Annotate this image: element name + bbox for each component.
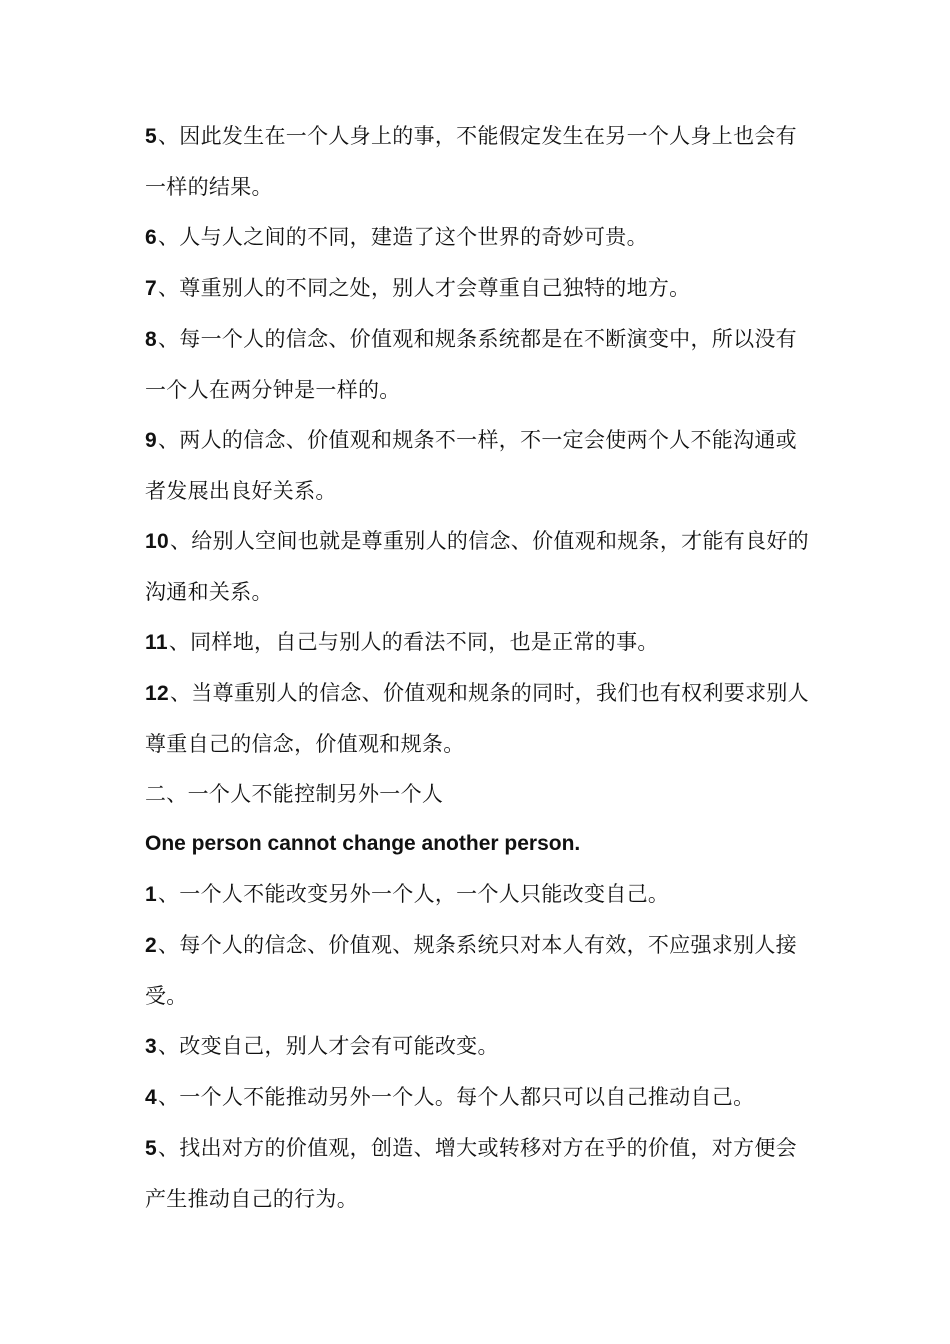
item-text: 、因此发生在一个人身上的事，不能假定发生在另一个人身上也会有一样的结果。 xyxy=(145,124,797,199)
list-item xyxy=(145,212,810,263)
item-text: 、每一个人的信念、价值观和规条系统都是在不断演变中，所以没有一个人在两分钟是一样的。 xyxy=(145,327,797,402)
document-body xyxy=(145,111,810,1224)
item-number: 5 xyxy=(145,125,157,148)
item-text: 、每个人的信念、价值观、规条系统只对本人有效，不应强求别人接受。 xyxy=(145,933,797,1008)
list-item xyxy=(145,1021,810,1072)
item-number: 1 xyxy=(145,883,157,906)
section-heading-en: One person cannot change another person. xyxy=(145,832,581,855)
item-text: 、给别人空间也就是尊重别人的信念、价值观和规条，才能有良好的沟通和关系。 xyxy=(145,529,809,604)
item-number: 9 xyxy=(145,429,157,452)
item-text: 、人与人之间的不同，建造了这个世界的奇妙可贵。 xyxy=(157,225,648,249)
item-number: 6 xyxy=(145,226,157,249)
item-number: 10 xyxy=(145,530,169,553)
list-item xyxy=(145,920,810,1021)
list-item xyxy=(145,263,810,314)
item-number: 5 xyxy=(145,1137,157,1160)
item-number: 8 xyxy=(145,328,157,351)
list-item xyxy=(145,1123,810,1224)
list-item xyxy=(145,1072,810,1123)
item-text: 、两人的信念、价值观和规条不一样，不一定会使两个人不能沟通或者发展出良好关系。 xyxy=(145,428,797,503)
item-text: 、一个人不能改变另外一个人，一个人只能改变自己。 xyxy=(157,882,670,906)
section-heading-cn: 二、一个人不能控制另外一个人 xyxy=(145,782,444,806)
list-item xyxy=(145,617,810,668)
item-number: 11 xyxy=(145,631,168,654)
list-item xyxy=(145,869,810,920)
item-text: 、同样地，自己与别人的看法不同，也是正常的事。 xyxy=(168,630,659,654)
item-number: 2 xyxy=(145,934,157,957)
list-item xyxy=(145,314,810,415)
item-text: 、改变自己，别人才会有可能改变。 xyxy=(157,1034,499,1058)
list-item xyxy=(145,516,810,617)
item-text: 、一个人不能推动另外一个人。每个人都只可以自己推动自己。 xyxy=(157,1085,755,1109)
item-number: 3 xyxy=(145,1035,157,1058)
item-number: 7 xyxy=(145,277,157,300)
item-number: 4 xyxy=(145,1086,157,1109)
item-text: 、尊重别人的不同之处，别人才会尊重自己独特的地方。 xyxy=(157,276,691,300)
list-item xyxy=(145,111,810,212)
list-item xyxy=(145,668,810,769)
list-item xyxy=(145,415,810,516)
item-text: 、当尊重别人的信念、价值观和规条的同时，我们也有权利要求别人尊重自己的信念，价值观和规条。 xyxy=(145,681,809,756)
item-number: 12 xyxy=(145,682,169,705)
item-text: 、找出对方的价值观，创造、增大或转移对方在乎的价值，对方便会产生推动自己的行为。 xyxy=(145,1136,797,1211)
